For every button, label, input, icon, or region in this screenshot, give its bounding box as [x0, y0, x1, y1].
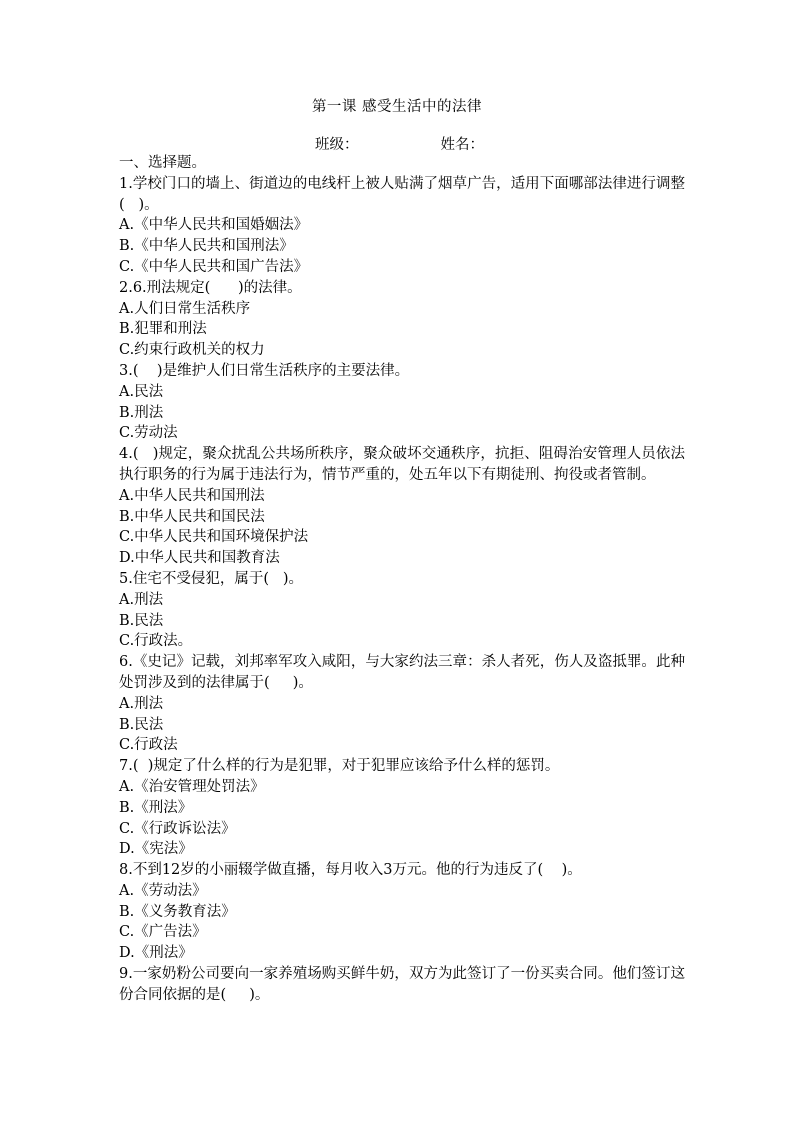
question-1-text: 1.学校门口的墙上、街道边的电线杆上被人贴满了烟草广告，适用下面哪部法律进行调整( )。	[119, 175, 685, 213]
question-4-text: 4.( )规定，聚众扰乱公共场所秩序，聚众破坏交通秩序，抗拒、阻碍治安管理人员依法执行职务的行为属于违法行为，情节严重的，处五年以下有期徒刑、拘役或者管制。	[119, 446, 685, 483]
question-1-option-b: B.《中华人民共和国刑法》	[119, 238, 294, 255]
student-info-line	[315, 133, 484, 154]
question-7-option-b: B.《刑法》	[119, 799, 193, 816]
page-title: 第一课 感受生活中的法律	[311, 99, 483, 115]
question-2-option-c: C.约束行政机关的权力	[119, 342, 265, 359]
name-label: 姓名：	[440, 137, 484, 153]
question-5-text: 5.住宅不受侵犯，属于( )。	[119, 570, 303, 587]
question-6-option-c: C.行政法	[119, 737, 178, 754]
section-heading: 一、选择题。	[119, 155, 206, 171]
question-9-text: 9.一家奶粉公司要向一家养殖场购买鲜牛奶，双方为此签订了一份买卖合同。他们签订这份合同依据的是( )。	[119, 966, 685, 1003]
question-3-option-c: C.劳动法	[119, 425, 178, 442]
question-5-option-a: A.刑法	[119, 591, 164, 608]
question-3-text: 3.( )是维护人们日常生活秩序的主要法律。	[119, 362, 410, 379]
question-6-option-b: B.民法	[119, 716, 164, 733]
question-7-text: 7.( )规定了什么样的行为是犯罪，对于犯罪应该给予什么样的惩罚。	[119, 758, 560, 775]
question-7-option-c: C.《行政诉讼法》	[119, 820, 236, 837]
question-4-option-c: C.中华人民共和国环境保护法	[119, 529, 309, 546]
question-1-option-c: C.《中华人民共和国广告法》	[119, 258, 309, 275]
question-1-option-a: A.《中华人民共和国婚姻法》	[119, 217, 309, 234]
question-5-option-c: C.行政法。	[119, 633, 193, 650]
question-6-text: 6.《史记》记载，刘邦率军攻入咸阳，与大家约法三章：杀人者死，伤人及盗抵罪。此种处罚涉及到的法律属于( )。	[119, 654, 685, 691]
question-7-option-d: D.《宪法》	[119, 841, 193, 858]
class-label: 班级：	[315, 137, 359, 153]
question-4-option-a: A.中华人民共和国刑法	[119, 487, 265, 504]
question-3-option-b: B.刑法	[119, 404, 164, 421]
question-7-option-a: A.《治安管理处罚法》	[119, 778, 265, 795]
question-8-option-b: B.《义务教育法》	[119, 903, 236, 920]
question-8-option-a: A.《劳动法》	[119, 882, 207, 899]
question-8-option-d: D.《刑法》	[119, 945, 193, 962]
question-5-option-b: B.民法	[119, 612, 164, 629]
question-8-text: 8.不到12岁的小丽辍学做直播，每月收入3万元。他的行为违反了( )。	[119, 862, 582, 879]
question-2-option-b: B.犯罪和刑法	[119, 321, 207, 338]
question-3-option-a: A.民法	[119, 383, 164, 400]
question-4-option-d: D.中华人民共和国教育法	[119, 550, 280, 567]
question-6-option-a: A.刑法	[119, 695, 164, 712]
question-2-option-a: A.人们日常生活秩序	[119, 300, 251, 317]
question-4-option-b: B.中华人民共和国民法	[119, 508, 265, 525]
question-2-text: 2.6.刑法规定( )的法律。	[119, 279, 302, 296]
question-list	[119, 153, 685, 1006]
question-8-option-c: C.《广告法》	[119, 924, 207, 941]
